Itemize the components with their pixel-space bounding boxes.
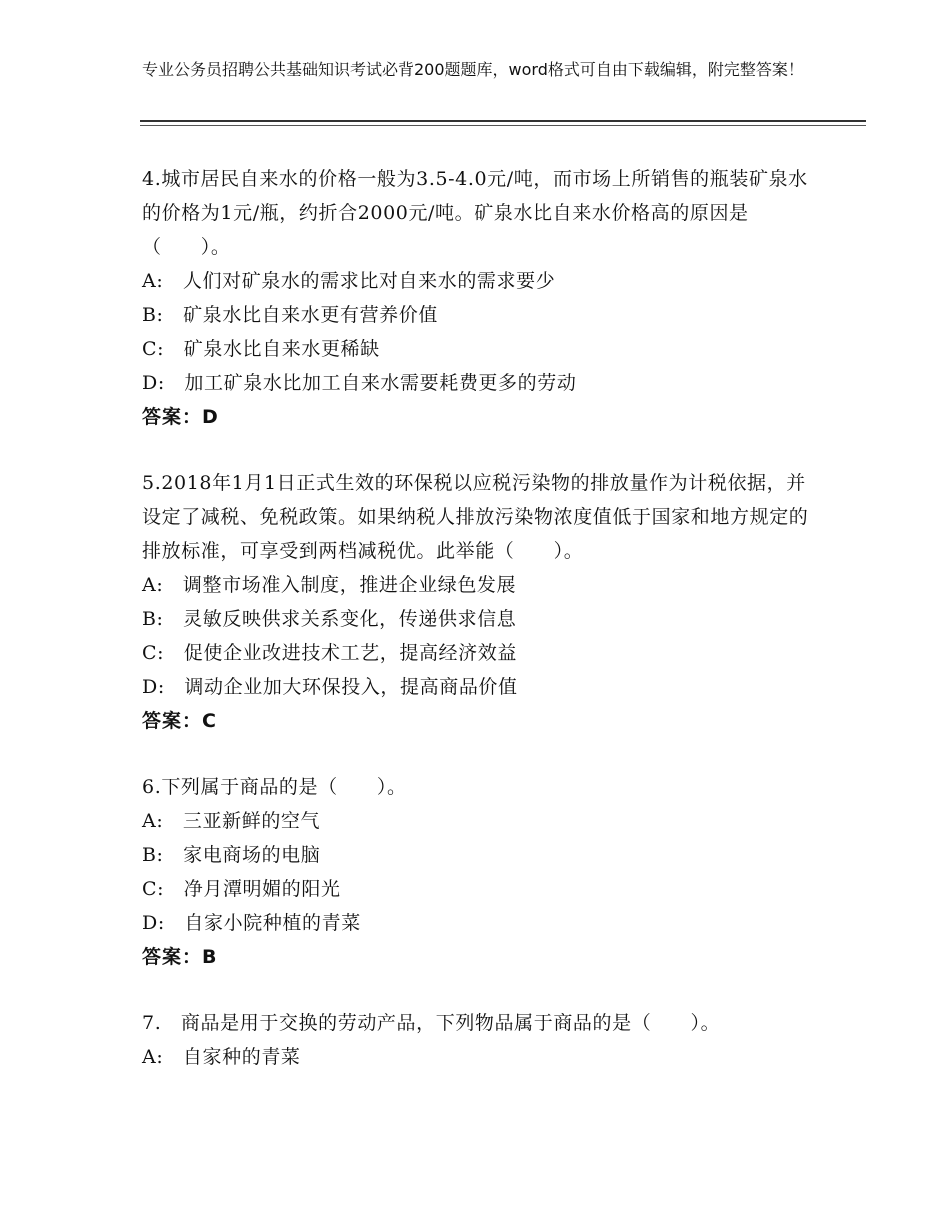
question-stem: 5.2018年1月1日正式生效的环保税以应税污染物的排放量作为计税依据，并设定了减税、免税政策。如果纳税人排放污染物浓度值低于国家和地方规定的排放标准，可享受到两档减税优。此举能（ ）。 <box>142 472 809 562</box>
option-b: B: 灵敏反映供求关系变化，传递供求信息 <box>142 608 517 630</box>
question-7 <box>142 1006 822 1074</box>
header-rule-thin <box>140 125 866 126</box>
header-rule-thick <box>140 120 866 122</box>
answer-line: 答案：D <box>142 406 219 428</box>
option-c: C: 矿泉水比自来水更稀缺 <box>142 338 380 360</box>
question-list <box>142 162 822 1106</box>
option-a: A: 自家种的青菜 <box>142 1046 301 1068</box>
question-stem: 7. 商品是用于交换的劳动产品，下列物品属于商品的是（ ）。 <box>142 1012 721 1034</box>
option-d: D: 自家小院种植的青菜 <box>142 912 361 934</box>
document-header: 专业公务员招聘公共基础知识考试必背200题题库，word格式可自由下载编辑，附完整答案！ <box>142 60 804 79</box>
question-4 <box>142 162 822 434</box>
option-a: A: 调整市场准入制度，推进企业绿色发展 <box>142 574 517 596</box>
question-stem: 4.城市居民自来水的价格一般为3.5-4.0元/吨，而市场上所销售的瓶装矿泉水的价格为1元/瓶，约折合2000元/吨。矿泉水比自来水价格高的原因是（ ）。 <box>142 168 808 258</box>
option-b: B: 矿泉水比自来水更有营养价值 <box>142 304 438 326</box>
option-a: A: 三亚新鲜的空气 <box>142 810 321 832</box>
option-b: B: 家电商场的电脑 <box>142 844 321 866</box>
question-stem: 6.下列属于商品的是（ ）。 <box>142 776 407 798</box>
question-6 <box>142 770 822 974</box>
option-a: A: 人们对矿泉水的需求比对自来水的需求要少 <box>142 270 556 292</box>
option-c: C: 促使企业改进技术工艺，提高经济效益 <box>142 642 517 664</box>
option-c: C: 净月潭明媚的阳光 <box>142 878 341 900</box>
question-5 <box>142 466 822 738</box>
answer-line: 答案：C <box>142 710 217 732</box>
option-d: D: 调动企业加大环保投入，提高商品价值 <box>142 676 518 698</box>
option-d: D: 加工矿泉水比加工自来水需要耗费更多的劳动 <box>142 372 577 394</box>
answer-line: 答案：B <box>142 946 218 968</box>
